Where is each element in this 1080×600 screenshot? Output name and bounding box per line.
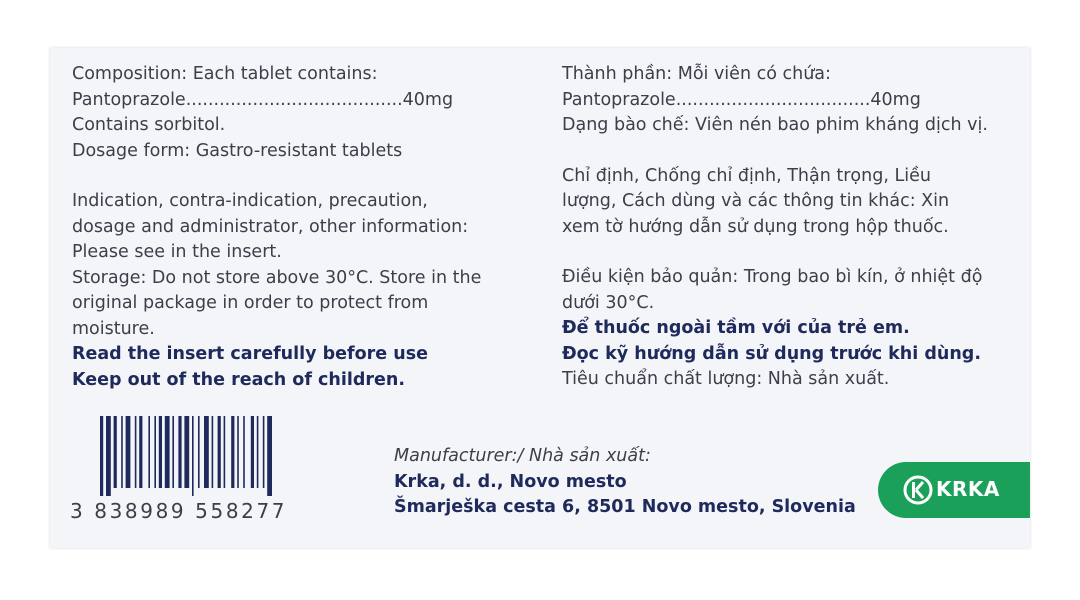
indication-line-vi-1: Chỉ định, Chống chỉ định, Thận trọng, Liều <box>562 165 931 186</box>
barcode-bar <box>224 416 226 488</box>
barcode-bar <box>154 416 156 488</box>
manufacturer-label: Manufacturer:/ Nhà sản xuất: <box>394 446 651 466</box>
storage-line-3: moisture. <box>72 318 155 339</box>
dosage-form-line-vi: Dạng bào chế: Viên nén bao phim kháng dịch vị. <box>562 115 988 135</box>
barcode-bar <box>251 416 254 488</box>
barcode-bar <box>178 416 181 488</box>
composition-line-vi: Thành phần: Mỗi viên có chứa: <box>562 64 831 84</box>
barcode-bar <box>218 416 221 488</box>
spacer <box>72 164 532 189</box>
indication-line-3: Please see in the insert. <box>72 242 282 262</box>
indication-line-2: dosage and administrator, other information: <box>72 216 469 237</box>
barcode-bar <box>139 416 142 488</box>
barcode-bar <box>159 416 162 488</box>
indication-line-vi-3: xem tờ hướng dẫn sử dụng trong hộp thuốc. <box>562 216 949 237</box>
krka-logo <box>878 462 1030 518</box>
barcode-bar <box>106 416 111 496</box>
barcode-bar <box>263 416 265 488</box>
barcode-bar <box>135 416 137 488</box>
barcode-bar <box>184 416 189 488</box>
barcode-bar <box>172 416 174 488</box>
indication-line-1: Indication, contra-indication, precaution, <box>72 191 428 211</box>
barcode-bars <box>100 416 272 496</box>
barcode <box>70 416 330 521</box>
storage-line-vi-1: Điều kiện bảo quản: Trong bao bì kín, ở nhiệt độ <box>562 267 983 287</box>
dosage-form-line: Dosage form: Gastro-resistant tablets <box>72 140 403 161</box>
barcode-bar <box>126 416 131 488</box>
barcode-bar <box>204 416 209 488</box>
barcode-bar <box>267 416 272 496</box>
sorbitol-line: Contains sorbitol. <box>72 115 226 135</box>
barcode-bar <box>243 416 245 488</box>
barcode-bar <box>212 416 214 488</box>
barcode-bar <box>237 416 239 488</box>
storage-line-2: original package in order to protect from <box>72 293 429 313</box>
barcode-bar <box>114 416 117 488</box>
vietnamese-text-column <box>562 62 1022 393</box>
krka-emblem-icon <box>878 462 938 518</box>
barcode-bar <box>192 416 194 496</box>
ingredient-line-vi: Pantoprazole...................................40mg <box>562 89 921 110</box>
quality-standard-line: Tiêu chuẩn chất lượng: Nhà sản xuất. <box>562 369 890 389</box>
manufacturer-address: Šmarješka cesta 6, 8501 Novo mesto, Slovenia <box>394 497 856 517</box>
barcode-bar <box>100 416 103 496</box>
barcode-bar <box>257 416 259 488</box>
barcode-bar <box>231 416 234 488</box>
composition-line: Composition: Each tablet contains: <box>72 64 378 84</box>
barcode-bar <box>165 416 170 488</box>
read-insert-warning: Read the insert carefully before use <box>72 344 429 364</box>
manufacturer-block <box>394 444 856 521</box>
storage-line-vi-2: dưới 30°C. <box>562 292 655 313</box>
barcode-bar <box>121 416 123 488</box>
barcode-bar <box>148 416 150 488</box>
barcode-number: 3 838989 558277 <box>70 499 288 521</box>
barcode-bar <box>198 416 200 488</box>
ingredient-line: Pantoprazole.......................................40mg <box>72 89 454 110</box>
manufacturer-name: Krka, d. d., Novo mesto <box>394 471 627 492</box>
english-text-column <box>72 62 532 393</box>
children-warning: Keep out of the reach of children. <box>72 369 405 390</box>
storage-line-1: Storage: Do not store above 30°C. Store in the <box>72 267 482 288</box>
read-insert-warning-vi: Đọc kỹ hướng dẫn sử dụng trước khi dùng. <box>562 343 981 364</box>
spacer <box>562 139 1022 164</box>
spacer <box>562 240 1022 265</box>
krka-logo-text: KRKA <box>936 477 1000 501</box>
indication-line-vi-2: lượng, Cách dùng và các thông tin khác: Xin <box>562 191 950 211</box>
package-panel <box>50 48 1030 548</box>
children-warning-vi: Để thuốc ngoài tầm với của trẻ em. <box>562 318 910 338</box>
